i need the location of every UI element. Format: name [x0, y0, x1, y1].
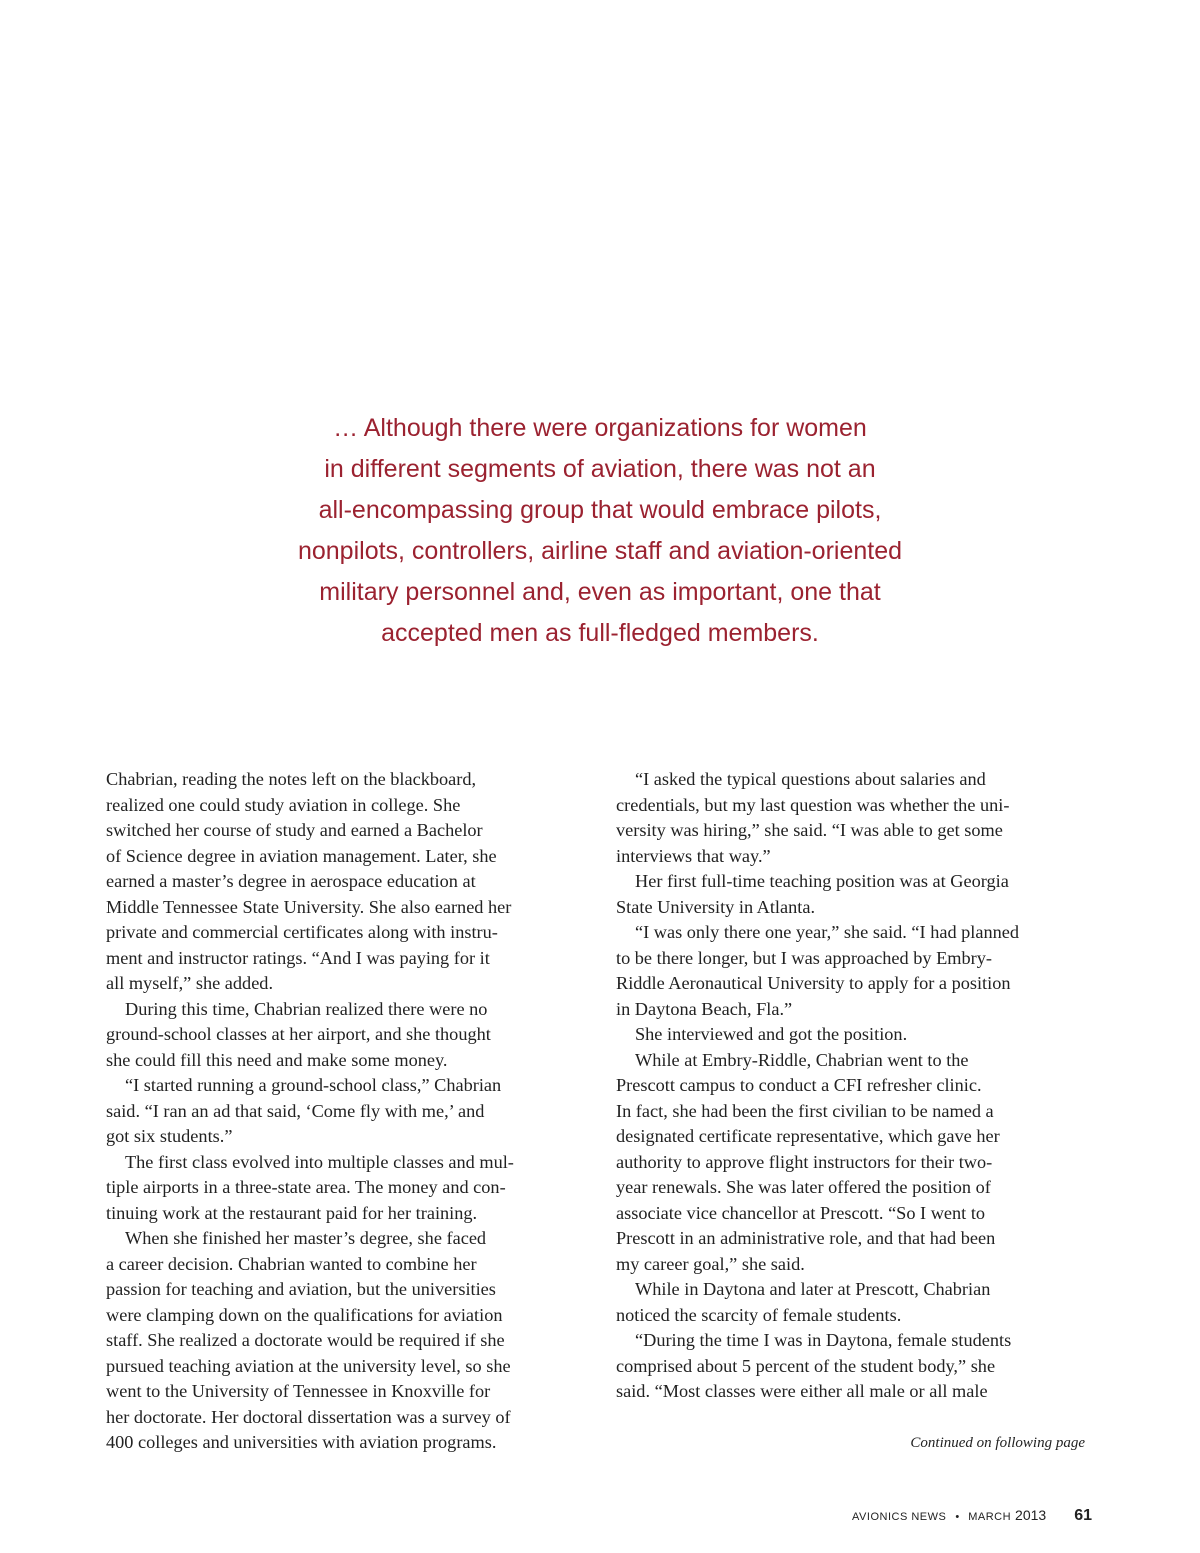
text-line: tiple airports in a three-state area. The money and con-: [106, 1177, 506, 1197]
text-line: her doctorate. Her doctoral dissertation was a survey of: [106, 1406, 511, 1427]
text-line: realized one could study aviation in college. She: [106, 794, 461, 815]
text-line: Her first full-time teaching position was at Georgia: [635, 871, 1009, 891]
text-line: ment and instructor ratings. “And I was paying for it: [106, 947, 490, 968]
text-line: Prescott in an administrative role, and that had been: [616, 1228, 996, 1248]
text-line: tinuing work at the restaurant paid for her training.: [106, 1202, 478, 1223]
pull-quote: [250, 408, 950, 654]
text-line: in Daytona Beach, Fla.”: [616, 998, 793, 1019]
text-line: While at Embry-Riddle, Chabrian went to the: [635, 1049, 969, 1070]
text-line: In fact, she had been the first civilian to be named a: [616, 1100, 994, 1121]
issue-month: MARCH: [968, 1511, 1012, 1523]
text-line: earned a master’s degree in aerospace education at: [106, 871, 476, 891]
text-line: Riddle Aeronautical University to apply for a position: [616, 973, 1011, 993]
article-column-right: [616, 767, 1092, 1405]
issue-year: 2013: [1015, 1507, 1047, 1523]
text-line: She interviewed and got the position.: [635, 1024, 908, 1044]
text-line: of Science degree in aviation management. Later, she: [106, 845, 497, 866]
text-line: “I started running a ground-school class,” Chabrian: [125, 1075, 502, 1095]
text-line: While in Daytona and later at Prescott, Chabrian: [635, 1279, 991, 1299]
pull-quote-line: military personnel and, even as important, one that: [319, 578, 881, 606]
page-footer: [852, 1507, 1092, 1525]
text-line: State University in Atlanta.: [616, 896, 816, 917]
text-line: she could fill this need and make some money.: [106, 1049, 448, 1070]
text-line: Middle Tennessee State University. She also earned her: [106, 896, 512, 917]
text-line: 400 colleges and universities with aviation programs.: [106, 1432, 497, 1452]
text-line: Prescott campus to conduct a CFI refresher clinic.: [616, 1075, 982, 1095]
text-line: switched her course of study and earned a Bachelor: [106, 820, 483, 840]
pull-quote-line: accepted men as full-fledged members.: [381, 619, 819, 647]
text-line: designated certificate representative, which gave her: [616, 1126, 1000, 1146]
publication-name: AVIONICS NEWS: [852, 1511, 947, 1523]
article-column-left: [106, 767, 591, 1456]
text-line: year renewals. She was later offered the position of: [616, 1177, 991, 1197]
text-line: went to the University of Tennessee in Knoxville for: [106, 1381, 491, 1401]
text-line: “I asked the typical questions about salaries and: [635, 769, 986, 789]
text-line: noticed the scarcity of female students.: [616, 1304, 902, 1325]
text-line: ground-school classes at her airport, and she thought: [106, 1024, 491, 1044]
text-line: The first class evolved into multiple classes and mul-: [125, 1151, 514, 1172]
text-line: interviews that way.”: [616, 845, 771, 866]
text-line: said. “I ran an ad that said, ‘Come fly with me,’ and: [106, 1100, 485, 1121]
text-line: said. “Most classes were either all male or all male: [616, 1381, 988, 1401]
text-line: my career goal,” she said.: [616, 1253, 805, 1274]
text-line: to be there longer, but I was approached by Embry-: [616, 947, 992, 968]
pull-quote-line: all-encompassing group that would embrace pilots,: [318, 496, 882, 524]
text-line: authority to approve flight instructors for their two-: [616, 1151, 993, 1172]
text-line: “I was only there one year,” she said. “I had planned: [635, 922, 1020, 942]
text-line: got six students.”: [106, 1126, 233, 1146]
footer-separator: •: [955, 1511, 960, 1523]
text-line: were clamping down on the qualifications for aviation: [106, 1304, 503, 1325]
text-line: “During the time I was in Daytona, female students: [635, 1330, 1012, 1350]
text-line: credentials, but my last question was whether the uni-: [616, 794, 1010, 815]
text-line: passion for teaching and aviation, but the universities: [106, 1279, 496, 1299]
text-line: Chabrian, reading the notes left on the blackboard,: [106, 769, 477, 789]
text-line: During this time, Chabrian realized there were no: [125, 998, 488, 1019]
text-line: a career decision. Chabrian wanted to combine her: [106, 1253, 477, 1274]
text-line: associate vice chancellor at Prescott. “So I went to: [616, 1202, 986, 1223]
text-line: versity was hiring,” she said. “I was able to get some: [616, 820, 1003, 840]
continued-note: Continued on following page: [910, 1435, 1085, 1451]
text-line: staff. She realized a doctorate would be required if she: [106, 1330, 505, 1350]
text-line: comprised about 5 percent of the student body,” she: [616, 1355, 996, 1376]
text-line: When she finished her master’s degree, she faced: [125, 1228, 487, 1248]
text-line: all myself,” she added.: [106, 973, 274, 993]
text-line: pursued teaching aviation at the university level, so she: [106, 1355, 511, 1376]
pull-quote-line: … Although there were organizations for women: [333, 414, 867, 442]
pull-quote-line: nonpilots, controllers, airline staff and aviation-oriented: [297, 537, 903, 565]
page-number: 61: [1074, 1507, 1092, 1524]
pull-quote-line: in different segments of aviation, there was not an: [324, 455, 876, 483]
text-line: private and commercial certificates along with instru-: [106, 922, 498, 942]
